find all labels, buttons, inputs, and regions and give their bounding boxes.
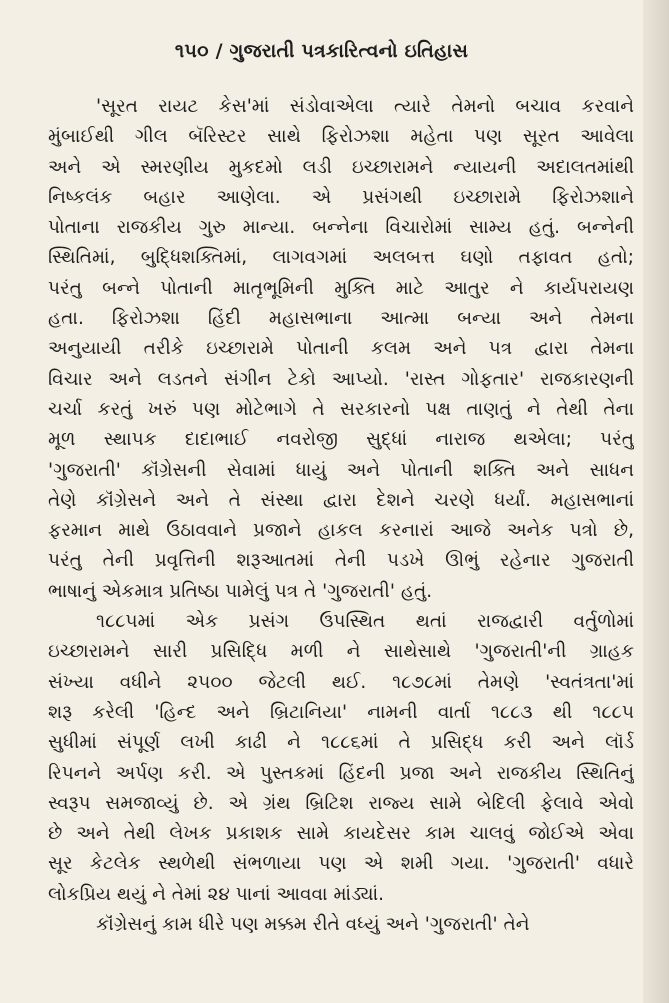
text-line: લોકપ્રિય થયું ને તેમાં ૨૪ પાનાં આવવા માંડ્યાં. bbox=[48, 883, 385, 905]
text-line: 'ગુજરાતી' કૉંગ્રેસની સેવામાં ધાયું અને પોતાની શક્તિ અને સાધન bbox=[48, 459, 634, 481]
text-line: ફરમાન માથે ઉઠાવવાને પ્રજાને હાકલ કરનારાં આજે અનેક પત્રો છે, bbox=[48, 520, 634, 542]
body-text bbox=[48, 92, 634, 940]
text-line: અને એ સ્મરણીય મુકદમો લડી ઇચ્છારામને ન્યાયની અદાલતમાંથી bbox=[48, 156, 634, 178]
text-line: ભાષાનું એકમાત્ર પ્રતિષ્ઠા પામેલું પત્ર તે 'ગુજરાતી' હતું. bbox=[48, 580, 433, 602]
text-line: પરંતુ બન્ને પોતાની માતૃભૂમિની મુક્તિ માટે આતુર ને કાર્યપરાયણ bbox=[48, 277, 634, 299]
text-line: નિષ્કલંક બહાર આણેલા. એ પ્રસંગથી ઇચ્છારામે ફિરોઝશાને bbox=[48, 186, 634, 208]
text-line: મુંબાઈથી ગીલ બૅરિસ્ટર સાથે ફિરોઝશા મહેતા પણ સૂરત આવેલા bbox=[48, 126, 634, 148]
text-line: સુધીમાં સંપૂર્ણ લખી કાઢી ને ૧૮૮૬માં તે પ્રસિદ્ધ કરી અને લૉર્ડ bbox=[48, 732, 634, 754]
text-line: શરૂ કરેલી 'હિન્દ અને બ્રિટાનિયા' નામની વાર્તા ૧૮૮૩ થી ૧૮૮૫ bbox=[48, 701, 634, 723]
page-header: ૧૫૦ / ગુજરાતી પત્રકારિત્વનો ઇતિહાસ bbox=[174, 40, 469, 62]
text-line: છે અને તેથી લેખક પ્રકાશક સામે કાયદેસર કામ ચાલવું જોઈએ એવા bbox=[48, 823, 634, 845]
text-line: હતા. ફિરોઝશા હિંદી મહાસભાના આત્મા બન્યા અને તેમના bbox=[48, 308, 634, 330]
text-line: ઇચ્છારામને સારી પ્રસિદ્ધિ મળી ને સાથેસાથે 'ગુજરાતી'ની ગ્રાહક bbox=[48, 641, 634, 663]
text-line: ચર્ચા કરતું ખરું પણ મોટેભાગે તે સરકારનો પક્ષ તાણતું ને તેથી તેના bbox=[48, 398, 634, 420]
text-line: પરંતુ તેની પ્રવૃત્તિની શરૂઆતમાં તેની પડખે ઊભું રહેનાર ગુજરાતી bbox=[48, 550, 634, 572]
text-line: 'સૂરત રાયટ કેસ'માં સંડોવાએલા ત્યારે તેમનો બચાવ કરવાને bbox=[96, 96, 634, 117]
page-edge-shadow bbox=[643, 0, 669, 1003]
text-line: વિચાર અને લડતને સંગીન ટેકો આપ્યો. 'રાસ્ત ગોફતાર' રાજકારણની bbox=[48, 368, 634, 390]
text-line: કૉંગ્રેસનું કામ ધીરે પણ મક્કમ રીતે વધ્યું અને 'ગુજરાતી' તેને bbox=[96, 914, 530, 936]
text-line: અનુયાયી તરીકે ઇચ્છારામે પોતાની કલમ અને પત્ર દ્વારા તેમના bbox=[48, 338, 634, 360]
text-line: સ્વરૂપ સમજાવ્યું છે. એ ગ્રંથ બ્રિટિશ રાજ્ય સામે બેદિલી ફેલાવે એવો bbox=[48, 792, 634, 814]
text-line: રિપનને અર્પણ કરી. એ પુસ્તકમાં હિંદની પ્રજા અને રાજકીય સ્થિતિનું bbox=[48, 762, 634, 784]
text-line: તેણે કૉંગ્રેસને અને તે સંસ્થા દ્વારા દેશને ચરણે ધર્યાં. મહાસભાનાં bbox=[48, 489, 634, 511]
text-line: સ્થિતિમાં, બુદ્ધિશક્તિમાં, લાગવગમાં અલબત્ત ઘણો તફાવત હતો; bbox=[48, 247, 634, 269]
text-line: મૂળ સ્થાપક દાદાભાઈ નવરોજી સુદ્ધાં નારાજ થએલા; પરંતુ bbox=[48, 429, 634, 451]
text-line: પોતાના રાજકીય ગુરુ માન્યા. બન્નેના વિચારોમાં સામ્ય હતું. બન્નેની bbox=[48, 217, 634, 239]
text-line: ૧૮૮૫માં એક પ્રસંગ ઉપસ્થિત થતાં રાજદ્વારી વર્તુળોમાં bbox=[96, 611, 634, 633]
text-line: સૂર કેટલેક સ્થળેથી સંભળાયા પણ એ શમી ગયા. 'ગુજરાતી' વધારે bbox=[48, 853, 634, 875]
text-line: સંખ્યા વધીને ૨૫૦૦ જેટલી થઈ. ૧૮૭૮માં તેમણે 'સ્વતંત્રતા'માં bbox=[48, 671, 634, 693]
